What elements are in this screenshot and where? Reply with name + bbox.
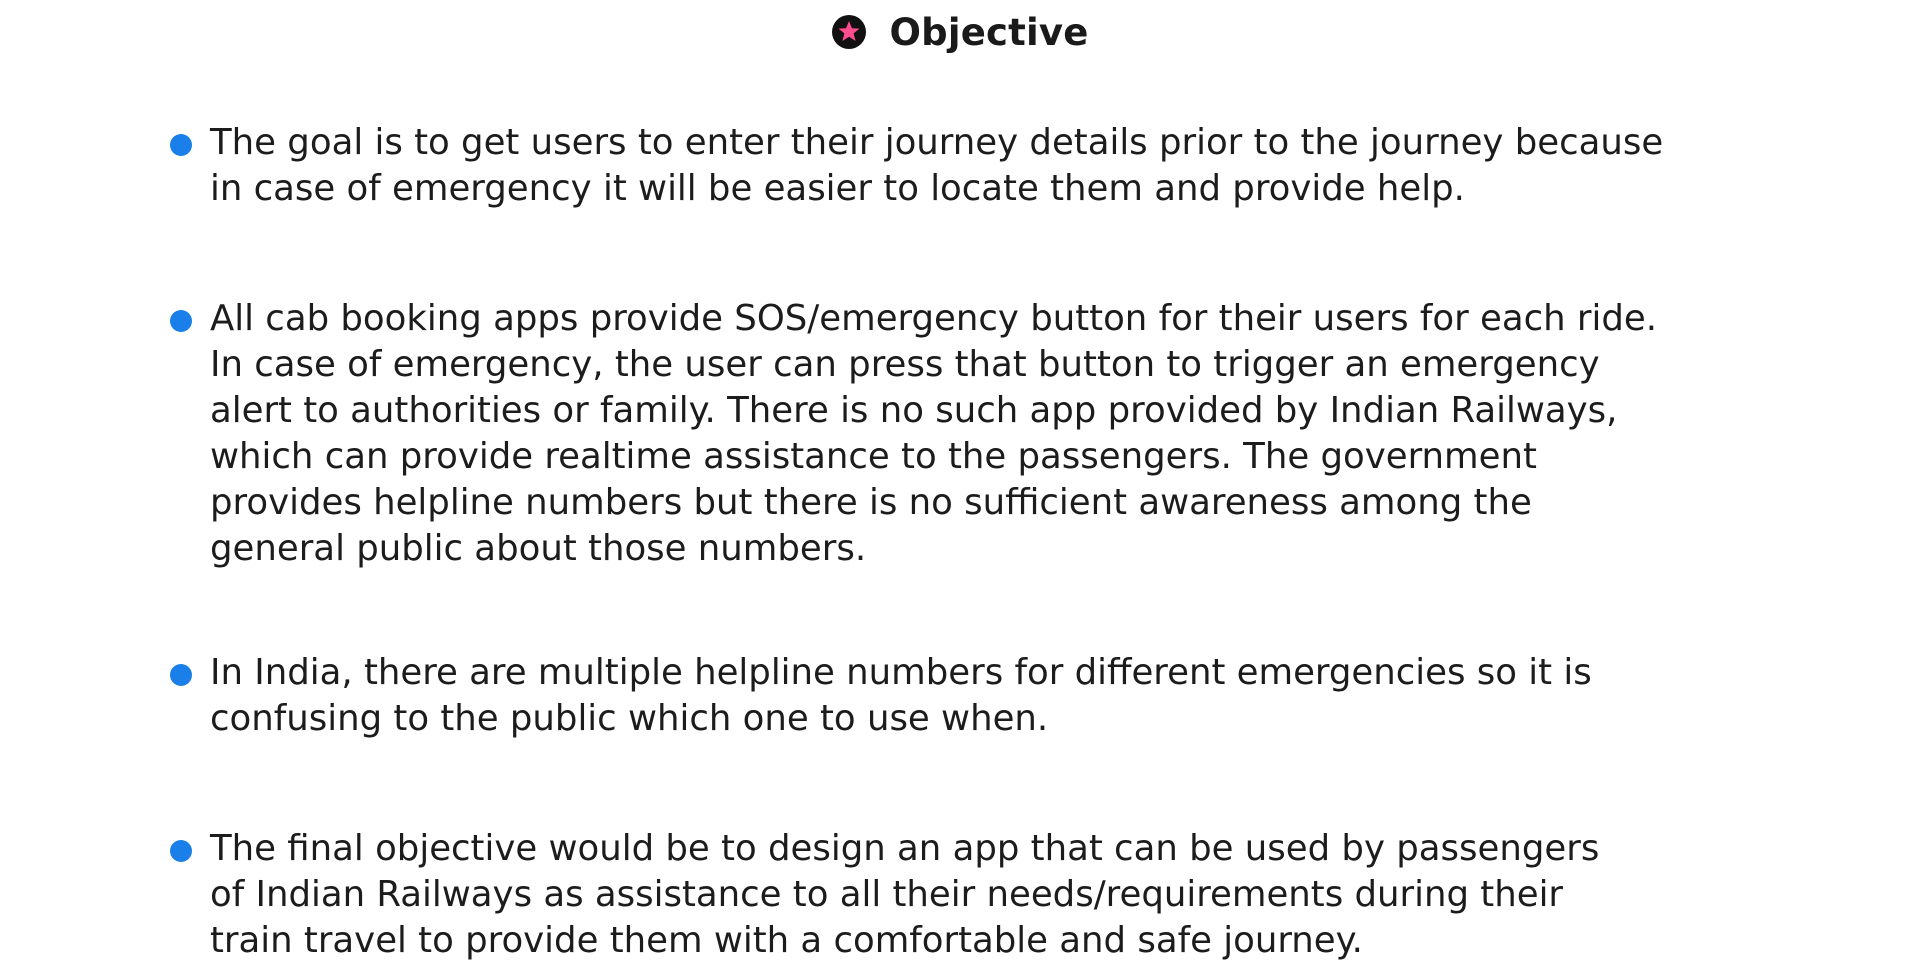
- bullet-point-icon: [170, 840, 192, 862]
- page-title: Objective: [889, 10, 1089, 54]
- bullet-point-icon: [170, 310, 192, 332]
- bullet-point-icon: [170, 664, 192, 686]
- bullet-text: The final objective would be to design an app that can be used by passengers of Indian Railways as assistance to all their needs/requirements during their train travel to provide them with a comfortable and safe journey.: [210, 828, 1600, 961]
- bullet-text: In India, there are multiple helpline numbers for different emergencies so it is confusing to the public which one to use when.: [210, 652, 1592, 739]
- bullet-text: The goal is to get users to enter their journey details prior to the journey because in case of emergency it will be easier to locate them and provide help.: [210, 122, 1664, 209]
- star-icon: [831, 14, 867, 50]
- section-header: [0, 8, 1920, 56]
- bullet-text: All cab booking apps provide SOS/emergency button for their users for each ride. In case of emergency, the user can press that button to trigger an emergency alert to authorities or family. There is no such app provided by Indian Railways, which can provide realtime assistance to the passengers. The government provides helpline numbers but there is no sufficient awareness among the general public about those numbers.: [210, 298, 1657, 569]
- bullet-point-icon: [170, 134, 192, 156]
